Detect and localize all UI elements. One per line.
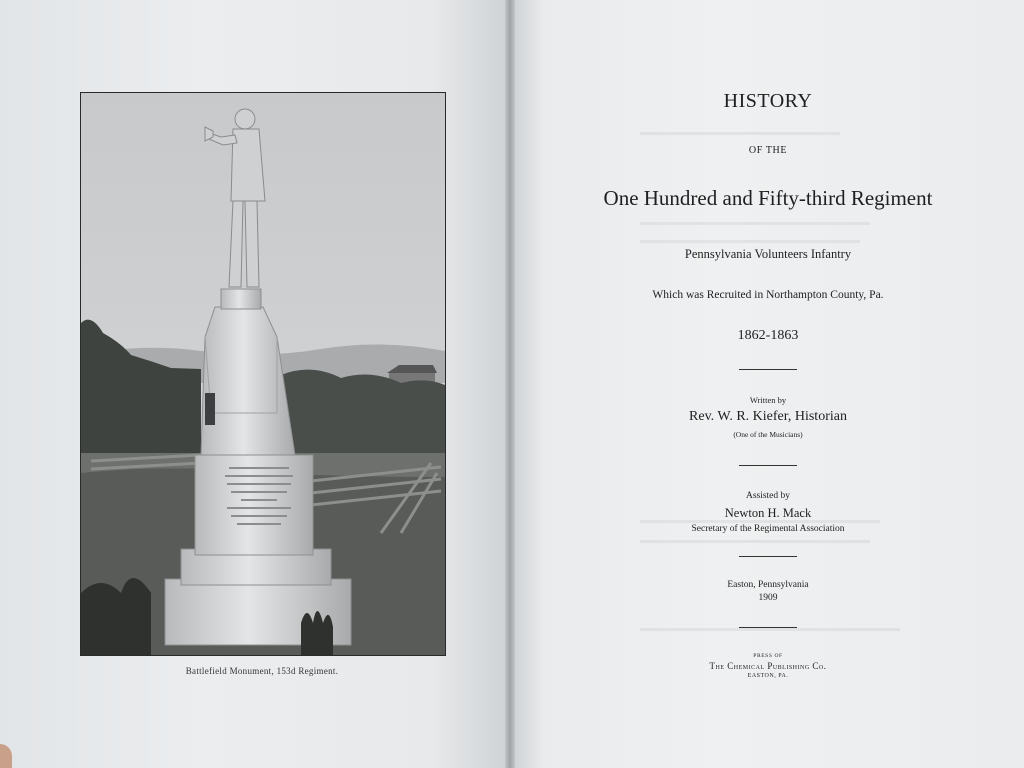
author-note: (One of the Musicians)	[733, 430, 803, 439]
divider-rule	[739, 465, 797, 466]
monument-photo	[80, 92, 446, 656]
divider-rule	[739, 627, 797, 628]
unit-name: Pennsylvania Volunteers Infantry	[684, 247, 852, 261]
publisher-name: The Chemical Publishing Co.	[709, 661, 827, 671]
monument-cap	[221, 289, 261, 309]
photo-caption: Battlefield Monument, 153d Regiment.	[185, 666, 339, 676]
publisher-place: EASTON, PA.	[747, 673, 789, 679]
assisted-by-label: Assisted by	[745, 491, 791, 501]
bleed-through-line	[640, 132, 840, 135]
monument-die	[195, 455, 313, 555]
bleed-through-line	[640, 222, 870, 225]
publication-place: Easton, Pennsylvania	[727, 580, 809, 590]
title-connector: OF THE	[748, 145, 788, 156]
service-years: 1862-1863	[737, 328, 799, 343]
assistant-title: Secretary of the Regimental Association	[691, 524, 845, 534]
author-name: Rev. W. R. Kiefer, Historian	[689, 409, 847, 424]
bleed-through-line	[640, 540, 870, 543]
divider-rule	[739, 369, 797, 370]
press-of-label: PRESS OF	[753, 653, 783, 659]
written-by-label: Written by	[749, 395, 787, 405]
regiment-name: One Hundred and Fifty-third Regiment	[603, 186, 933, 210]
divider-rule	[739, 556, 797, 557]
shaft-plaque	[205, 393, 215, 425]
recruitment-note: Which was Recruited in Northampton County, Pa.	[652, 289, 884, 301]
monument-photo-drawing	[81, 93, 445, 655]
bleed-through-line	[640, 240, 860, 243]
assistant-name: Newton H. Mack	[724, 506, 812, 520]
publication-year: 1909	[758, 593, 778, 603]
bleed-through-line	[640, 628, 900, 631]
book-title: HISTORY	[723, 90, 813, 112]
